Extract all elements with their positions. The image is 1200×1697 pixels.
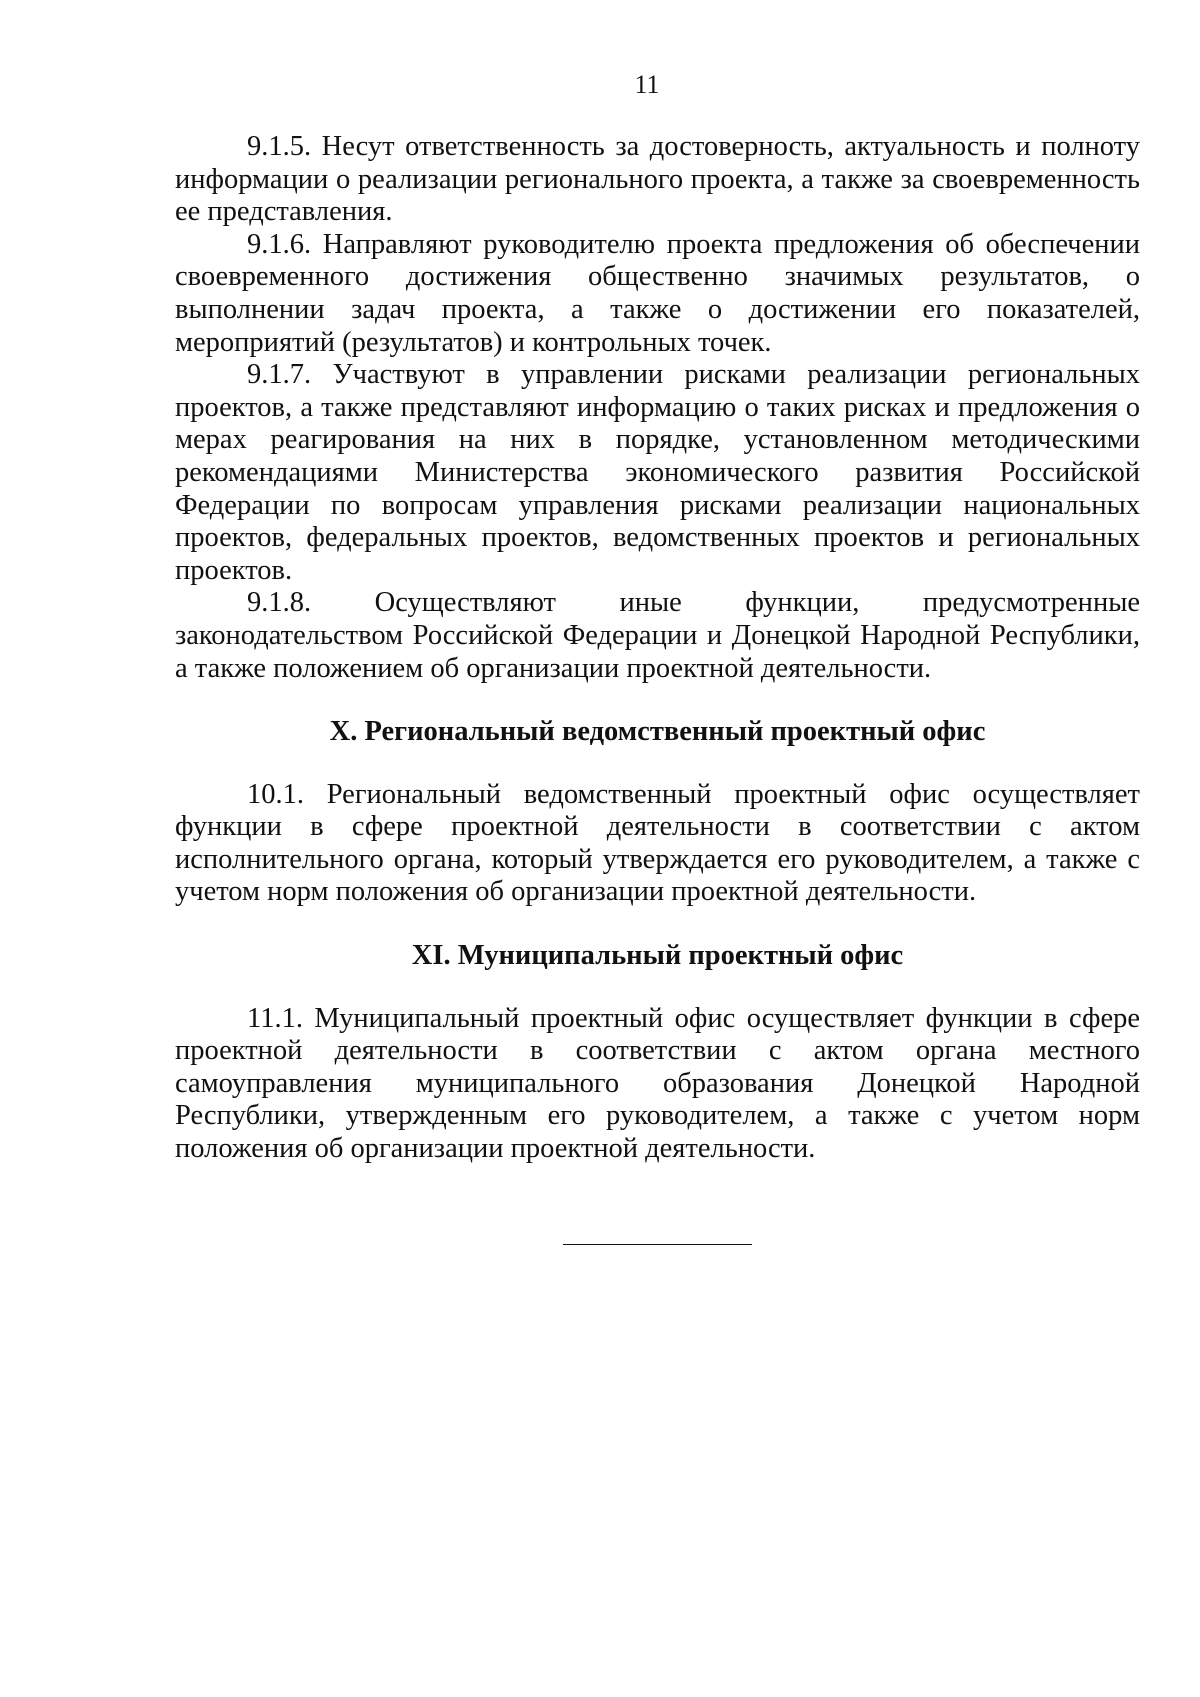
section-xi-heading: XI. Муниципальный проектный офис	[411, 940, 904, 972]
paragraph-10-1: 10.1. Региональный ведомственный проектный офис осуществляет функции в сфере проектной деятельности в соответствии с актом исполнительного органа, который утверждается его руководителем, а также с учетом норм положения об организации проектной деятельности.	[175, 778, 1140, 908]
document-body	[175, 131, 1140, 1166]
paragraph-11-1: 11.1. Муниципальный проектный офис осуществляет функции в сфере проектной деятельности в соответствии с актом органа местного самоуправления муниципального образования Донецкой Народной Республики, утвержденным его руководителем, а также с учетом норм положения об организации проектной деятельности.	[175, 1002, 1140, 1165]
paragraph-9-1-5: 9.1.5. Несут ответственность за достоверность, актуальность и полноту информации о реализации регионального проекта, а также за своевременность ее представления.	[175, 131, 1140, 228]
section-x-heading: X. Региональный ведомственный проектный офис	[329, 716, 986, 748]
paragraph-9-1-7: 9.1.7. Участвуют в управлении рисками реализации региональных проектов, а также представляют информацию о таких рисках и предложения о мерах реагирования на них в порядке, установленном методическими рекомендациями Министерства экономического развития Российской Федерации по вопросам управления рисками реализации национальных проектов, федеральных проектов, ведомственных проектов и региональных проектов.	[175, 359, 1140, 586]
end-of-document-rule	[563, 1244, 752, 1245]
paragraph-9-1-8: 9.1.8. Осуществляют иные функции, предусмотренные законодательством Российской Федерации и Донецкой Народной Республики, а также положением об организации проектной деятельности.	[175, 587, 1140, 684]
page-number: 11	[634, 70, 660, 99]
paragraph-9-1-6: 9.1.6. Направляют руководителю проекта предложения об обеспечении своевременного достижения общественно значимых результатов, о выполнении задач проекта, а также о достижении его показателей, мероприятий (результатов) и контрольных точек.	[175, 228, 1140, 358]
